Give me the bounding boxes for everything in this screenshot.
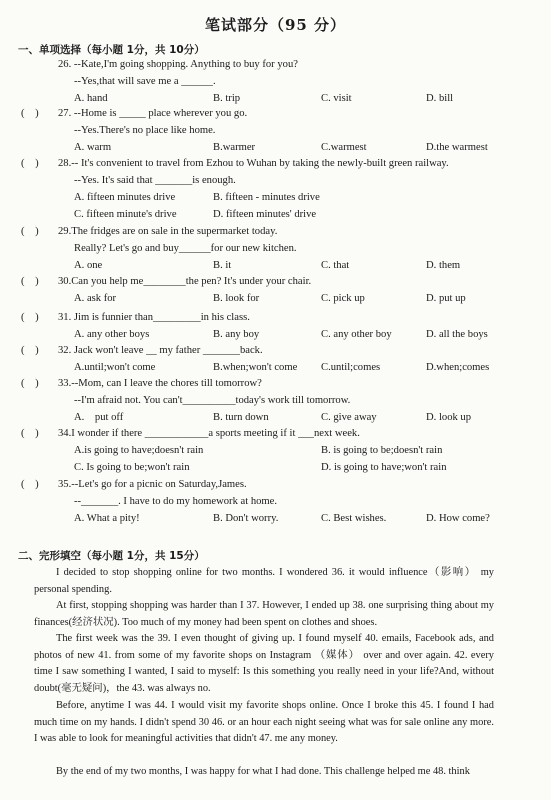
option-d: D. all the boys [426,329,488,340]
cloze-paragraph-1: I decided to stop shopping online for two months. I wondered 36. it would influence（影响） my personal spending. [34,567,494,595]
cloze-paragraph-3: The first week was the 39. I even thought of giving up. I found myself 40. emails, Facebook ads, and photos of new 41. from some of my favorite shops on Instagram （媒体） over and over again. 42. every time I saw something I wanted, I said to myself: Is this something you really need in your life?And, without doubt(毫无疑问)，the 43. was always no. [34,633,494,694]
question-stem-continued: --Yes.There's no place like home. [74,125,216,136]
option-a: A. one [74,260,103,271]
question-stem-continued: --Yes,that will save me a ______. [74,76,216,87]
cloze-paragraph-2: At first, stopping shopping was harder than I 37. However, I ended up 38. one surprising thing about my finances(经济状况). Too much of my money had been spent on clothes and shoes. [34,600,494,628]
question-stem: 31. Jim is funnier than_________in his class. [58,312,250,323]
question-stem: 27. --Home is _____ place wherever you go. [58,108,248,119]
option-d: D. look up [426,412,472,423]
option-b: B. is going to be;doesn't rain [321,445,443,456]
answer-parentheses: ( ) [21,345,39,356]
question-stem: 32. Jack won't leave __ my father _______back. [58,345,263,356]
option-a: A.is going to have;doesn't rain [74,445,204,456]
answer-parentheses: ( ) [21,226,39,237]
answer-parentheses: ( ) [21,312,39,323]
option-d: D. them [426,260,461,271]
option-d: D. bill [426,93,454,104]
page-title: 笔试部分（95 分） [204,16,347,34]
cloze-paragraph-5: By the end of my two months, I was happy for what I had done. This challenge helped me 48. think [56,766,470,777]
question-stem: 35.--Let's go for a picnic on Saturday,James. [58,479,247,490]
option-b: B.when;won't come [213,362,298,373]
answer-parentheses: ( ) [21,158,39,169]
option-d: D. How come? [426,513,490,524]
option-a: A. hand [74,93,108,104]
answer-parentheses: ( ) [21,378,39,389]
option-b: B. any boy [213,329,260,340]
option-c: C. fifteen minute's drive [74,209,177,220]
question-stem-continued: Really? Let's go and buy______for our new kitchen. [74,243,297,254]
option-d: D. put up [426,293,466,304]
option-b: B.warmer [213,142,256,153]
option-b: B. Don't worry. [213,513,279,524]
option-c: C. Is going to be;won't rain [74,462,190,473]
question-stem-continued: --Yes. It's said that _______is enough. [74,175,236,186]
option-a: A. What a pity! [74,513,140,524]
section-2-heading: 二、完形填空（每小题 1分，共 15分） [18,550,205,562]
option-d: D. is going to have;won't rain [321,462,447,473]
question-stem: 29.The fridges are on sale in the supermarket today. [58,226,278,237]
option-a: A.until;won't come [74,362,156,373]
option-d: D.the warmest [426,142,488,153]
answer-parentheses: ( ) [21,428,39,439]
option-b: B. fifteen - minutes drive [213,192,320,203]
section-1-heading: 一、单项选择（每小题 1分，共 10分） [18,44,205,56]
option-d: D.when;comes [426,362,490,373]
answer-parentheses: ( ) [21,108,39,119]
option-c: C.until;comes [321,362,381,373]
question-stem-continued: --I'm afraid not. You can't__________today's work till tomorrow. [74,395,351,406]
option-a: A. ask for [74,293,117,304]
option-c: C. visit [321,93,352,104]
option-b: B. look for [213,293,260,304]
answer-parentheses: ( ) [21,479,39,490]
option-c: C. Best wishes. [321,513,387,524]
question-stem: 33.--Mom, can I leave the chores till tomorrow? [58,378,262,389]
option-a: A. fifteen minutes drive [74,192,176,203]
option-c: C. pick up [321,293,365,304]
option-b: B. it [213,260,232,271]
option-a: A. warm [74,142,112,153]
option-c: C. that [321,260,350,271]
option-d: D. fifteen minutes' drive [213,209,317,220]
question-stem: 26. --Kate,I'm going shopping. Anything to buy for you? [58,59,298,70]
question-stem: 34.I wonder if there ____________a sports meeting if it ___next week. [58,428,360,439]
question-stem: 28.-- It's convenient to travel from Ezhou to Wuhan by taking the newly-built green railway. [58,158,449,169]
question-stem-continued: --_______. I have to do my homework at home. [74,496,278,507]
option-a: A. put off [74,412,124,423]
option-c: C. give away [321,412,377,423]
option-b: B. turn down [213,412,269,423]
cloze-paragraph-4: Before, anytime I was 44. I would visit my favorite shops online. Once I broke this 45. I found I had much time on my hands. I didn't spend 30 46. or an hour each night seeing what was for sale online any more. I was able to look for meaningful activities that didn't 47. me any money. [34,700,494,744]
option-c: C. any other boy [321,329,392,340]
option-c: C.warmest [321,142,367,153]
question-stem: 30.Can you help me________the pen? It's under your chair. [58,276,312,287]
option-a: A. any other boys [74,329,150,340]
option-b: B. trip [213,93,241,104]
answer-parentheses: ( ) [21,276,39,287]
